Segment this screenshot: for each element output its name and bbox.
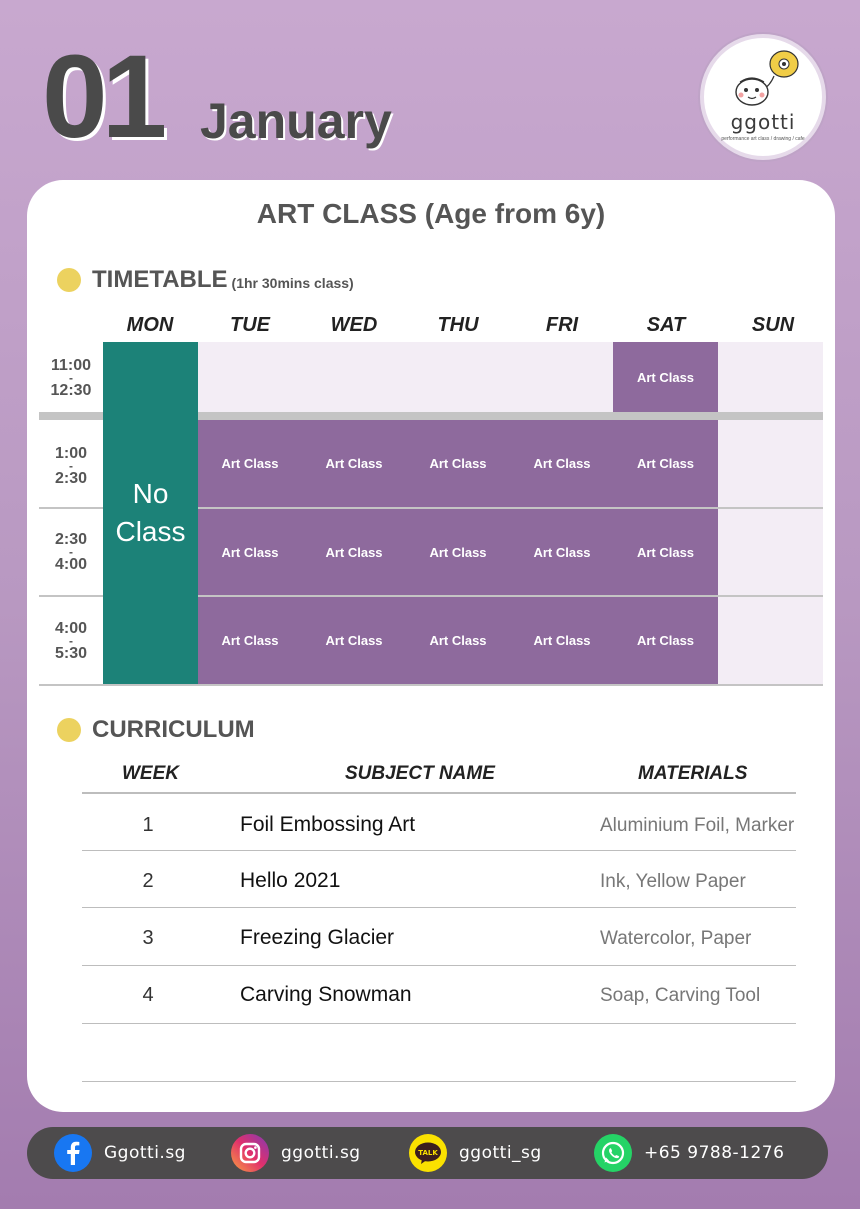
curriculum-header-line	[82, 792, 796, 794]
day-header-fri: FRI	[545, 314, 579, 336]
class-cell-fri-0100: Art Class	[510, 420, 614, 507]
brand-logo	[700, 34, 826, 160]
curriculum-week: 3	[142, 927, 154, 949]
class-cell-tue-0400: Art Class	[198, 597, 302, 684]
sun-morning-cell	[718, 342, 823, 412]
curriculum-header-subject: SUBJECT NAME	[345, 763, 495, 784]
class-cell-thu-0100: Art Class	[406, 420, 510, 507]
curriculum-heading	[57, 716, 255, 744]
curriculum-header-week: WEEK	[122, 763, 179, 784]
schedule-card	[27, 180, 835, 1112]
curriculum-materials: Watercolor, Paper	[600, 928, 752, 949]
month-name: January	[200, 93, 392, 149]
curriculum-week: 2	[142, 870, 154, 892]
no-class-monday: No Class	[103, 342, 198, 684]
curriculum-row-line	[82, 850, 796, 851]
day-header-mon: MON	[126, 314, 174, 336]
class-cell-wed-0230: Art Class	[302, 509, 406, 595]
curriculum-subject: Carving Snowman	[240, 983, 412, 1006]
svg-text:TALK: TALK	[418, 1149, 438, 1157]
class-cell-thu-0230: Art Class	[406, 509, 510, 595]
social-footer	[27, 1127, 828, 1179]
curriculum-week: 4	[142, 984, 154, 1006]
whatsapp-link[interactable]	[594, 1134, 784, 1172]
class-cell-tue-0230: Art Class	[198, 509, 302, 595]
timetable-heading	[57, 266, 354, 294]
curriculum-week: 1	[142, 814, 154, 836]
facebook-icon	[54, 1134, 92, 1172]
curriculum-materials: Soap, Carving Tool	[600, 985, 761, 1006]
curriculum-subject: Hello 2021	[240, 869, 341, 892]
instagram-link[interactable]	[231, 1134, 361, 1172]
class-cell-wed-0400: Art Class	[302, 597, 406, 684]
kakaotalk-handle: ggotti_sg	[459, 1143, 542, 1163]
timetable-title: TIMETABLE	[92, 266, 228, 293]
curriculum-header-materials: MATERIALS	[638, 763, 748, 784]
kakaotalk-link[interactable]	[409, 1134, 542, 1172]
day-header-sat: SAT	[646, 314, 686, 336]
day-header-thu: THU	[437, 314, 479, 336]
facebook-handle: Ggotti.sg	[104, 1143, 186, 1163]
instagram-icon	[231, 1134, 269, 1172]
instagram-handle: ggotti.sg	[281, 1143, 361, 1163]
curriculum-materials: Aluminium Foil, Marker	[600, 815, 795, 836]
time-slot-1: 11:00 - 12:30	[50, 357, 92, 399]
day-header-wed: WED	[330, 314, 378, 336]
brand-name: ggotti	[730, 110, 796, 134]
class-cell-sat-1100: Art Class	[613, 342, 718, 412]
kakaotalk-icon	[409, 1134, 447, 1172]
child-painter-icon	[726, 46, 806, 112]
card-title: ART CLASS (Age from 6y)	[256, 198, 606, 229]
class-cell-fri-0230: Art Class	[510, 509, 614, 595]
class-cell-fri-0400: Art Class	[510, 597, 614, 684]
class-cell-thu-0400: Art Class	[406, 597, 510, 684]
bullet-dot-icon	[57, 718, 81, 742]
table-bottom-border	[39, 684, 823, 686]
class-cell-tue-0100: Art Class	[198, 420, 302, 507]
whatsapp-icon	[594, 1134, 632, 1172]
class-cell-sat-0400: Art Class	[613, 597, 718, 684]
curriculum-title: CURRICULUM	[92, 716, 255, 743]
class-cell-sat-0230: Art Class	[613, 509, 718, 595]
brand-tagline: performance art class / drawing / cafe	[721, 136, 805, 142]
curriculum-row-line	[82, 907, 796, 908]
sun-afternoon-cells	[718, 420, 823, 684]
time-slot-4: 4:00 - 5:30	[54, 620, 88, 662]
curriculum-row-line	[82, 1023, 796, 1024]
time-slot-3: 2:30 - 4:00	[54, 531, 88, 573]
facebook-link[interactable]	[54, 1134, 186, 1172]
whatsapp-number: +65 9788-1276	[644, 1143, 785, 1163]
curriculum-row-line	[82, 965, 796, 966]
morning-empty-cells	[198, 342, 613, 412]
curriculum-subject: Foil Embossing Art	[240, 813, 416, 836]
curriculum-materials: Ink, Yellow Paper	[600, 871, 746, 892]
class-cell-sat-0100: Art Class	[613, 420, 718, 507]
bullet-dot-icon	[57, 268, 81, 292]
curriculum-row-line	[82, 1081, 796, 1082]
day-header-tue: TUE	[230, 314, 270, 336]
class-cell-wed-0100: Art Class	[302, 420, 406, 507]
timetable-subtitle: (1hr 30mins class)	[231, 275, 354, 291]
month-number: 01	[42, 31, 162, 163]
curriculum-subject: Freezing Glacier	[240, 926, 395, 949]
time-slot-2: 1:00 - 2:30	[54, 445, 88, 487]
day-header-sun: SUN	[751, 314, 795, 336]
